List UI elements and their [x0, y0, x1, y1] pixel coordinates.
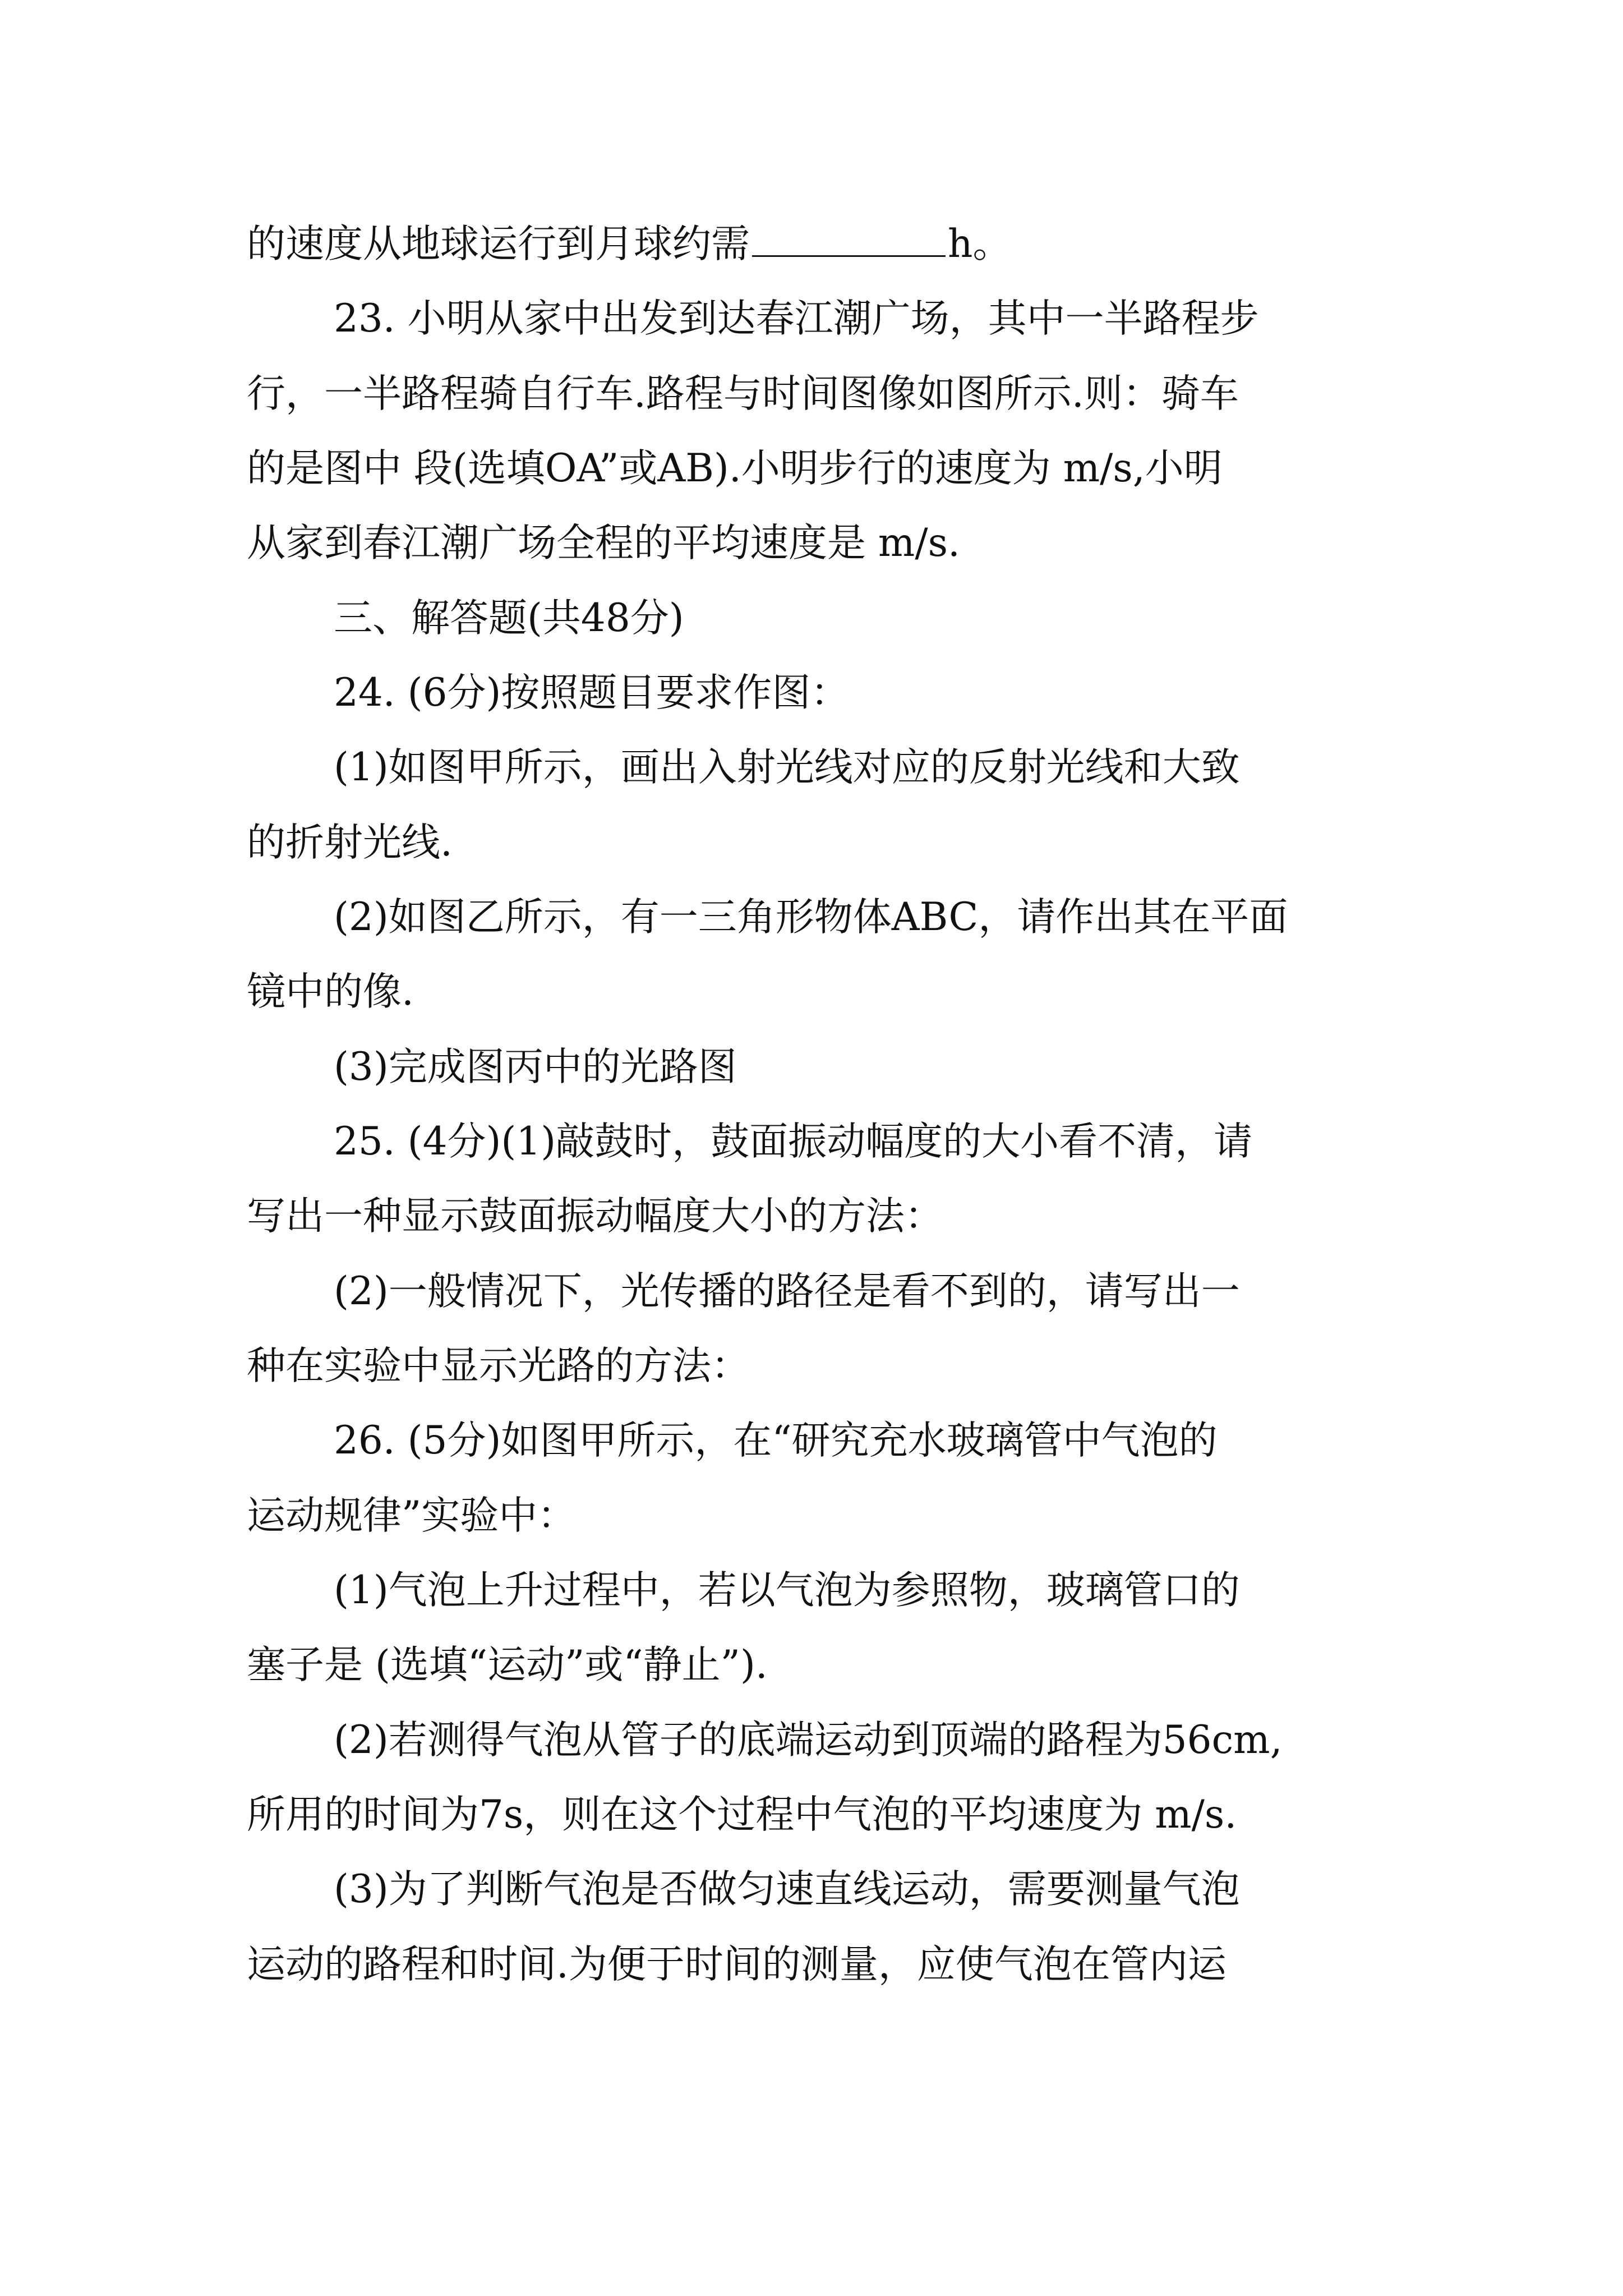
question-26-line-2: 运动规律”实验中：	[247, 1493, 577, 1538]
question-25-line-4: 种在实验中显示光路的方法：	[247, 1343, 750, 1388]
question-26-line-6: 所用的时间为7s，则在这个过程中气泡的平均速度为 m/s.	[247, 1792, 1237, 1837]
question-23-line-4: 从家到春江潮广场全程的平均速度是 m/s.	[247, 521, 960, 565]
question-23-line-1: 23. 小明从家中出发到达春江潮广场，其中一半路程步	[334, 296, 1259, 341]
text-segment: h。	[948, 222, 1012, 266]
question-24-line-3: 的折射光线.	[247, 820, 453, 865]
answer-blank[interactable]	[752, 220, 946, 257]
section-heading: 三、解答题(共48分)	[334, 596, 684, 641]
question-26-line-7: (3)为了判断气泡是否做匀速直线运动，需要测量气泡	[334, 1867, 1240, 1912]
question-26-line-4: 塞子是 (选填“运动”或“静止”).	[247, 1642, 768, 1687]
question-25-line-1: 25. (4分)(1)敲鼓时，鼓面振动幅度的大小看不清，请	[334, 1119, 1253, 1164]
question-26-line-5: (2)若测得气泡从管子的底端运动到顶端的路程为56cm,	[334, 1718, 1283, 1763]
question-24-line-2: (1)如图甲所示，画出入射光线对应的反射光线和大致	[334, 745, 1240, 790]
question-24-line-1: 24. (6分)按照题目要求作图：	[334, 670, 850, 715]
question-23-line-3: 的是图中 段(选填OA”或AB).小明步行的速度为 m/s,小明	[247, 446, 1223, 491]
question-26-line-1: 26. (5分)如图甲所示，在“研究充水玻璃管中气泡的	[334, 1418, 1218, 1463]
question-25-line-2: 写出一种显示鼓面振动幅度大小的方法：	[247, 1194, 943, 1239]
text-segment: 的速度从地球运行到月球约需	[247, 222, 750, 266]
question-23-line-2: 行，一半路程骑自行车.路程与时间图像如图所示.则：骑车	[247, 371, 1239, 416]
question-24-line-5: 镜中的像.	[247, 969, 414, 1014]
question-26-line-3: (1)气泡上升过程中，若以气泡为参照物，玻璃管口的	[334, 1568, 1240, 1613]
text-line-1	[247, 216, 1385, 272]
question-24-line-6: (3)完成图丙中的光路图	[334, 1045, 737, 1089]
question-24-line-4: (2)如图乙所示，有一三角形物体ABC，请作出其在平面	[334, 895, 1288, 940]
question-26-line-8: 运动的路程和时间.为便于时间的测量，应使气泡在管内运	[247, 1942, 1227, 1987]
question-25-line-3: (2)一般情况下，光传播的路径是看不到的，请写出一	[334, 1269, 1240, 1314]
